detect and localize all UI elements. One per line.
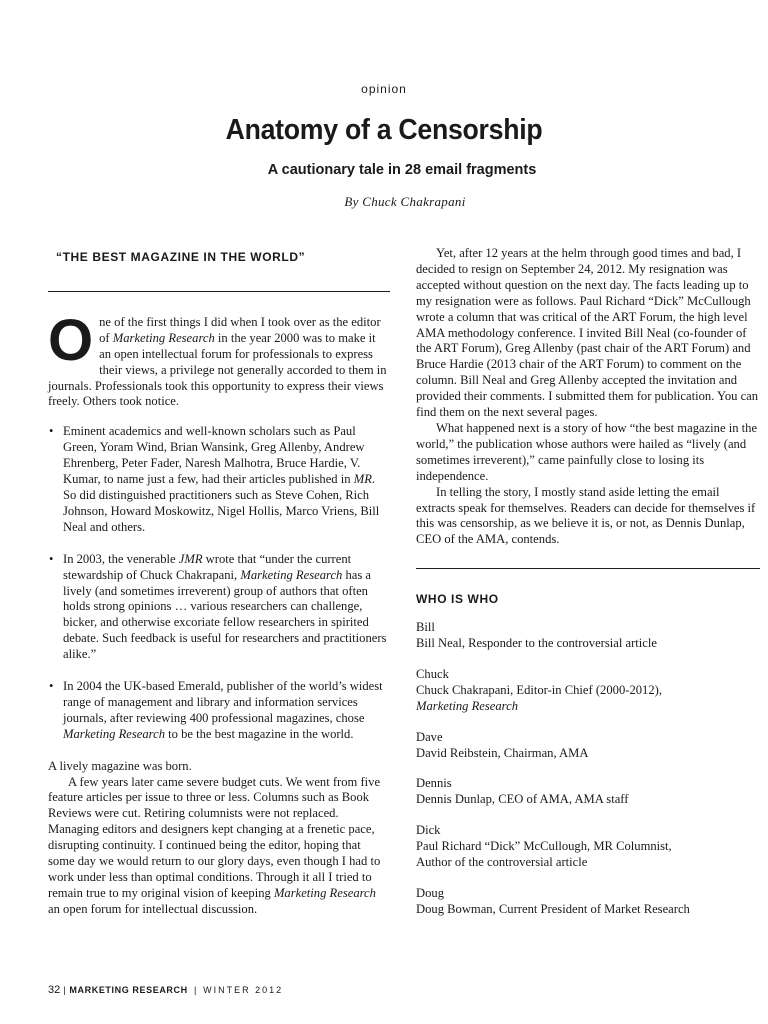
- footer-separator: |: [63, 985, 67, 995]
- bullet-text: In 2004 the UK-based Emerald, publisher of the world’s widest range of management and library and information services journals, after reviewing 400 professional magazines, chose: [63, 679, 383, 725]
- section-divider: [48, 291, 390, 292]
- who-entry-bill: [416, 620, 760, 652]
- who-role: Chuck Chakrapani, Editor-in Chief (2000-2012),: [416, 682, 662, 697]
- telling-story-paragraph: In telling the story, I mostly stand aside letting the email extracts speak for themselves. Readers can decide for themselves if this was censorship, as we believe it is, or not, as Dennis Dunlap, CEO of the AMA, contends.: [416, 484, 756, 547]
- bullet-icon: •: [49, 551, 54, 566]
- page-footer: [48, 984, 283, 996]
- who-role-italic: Marketing Research: [416, 698, 518, 713]
- who-name: Bill: [416, 620, 435, 635]
- section-kicker: opinion: [361, 82, 407, 96]
- paragraph-text: A few years later came severe budget cuts. We went from five feature articles per issue to three or less. Columns such as Book Reviews were cut. Retiring columnists were not replaced. Managing editors and designers kept changing at a frenetic pace, disrupting continuity. I continued being the editor, hoping that some day we would return to our glory days, even though I had to work under less than optimal conditions. Through it all I tried to remain true to my original vision of keeping: [48, 774, 381, 900]
- bullet-text: . So did distinguished practitioners such as Steve Cohen, Rich Johnson, Howard Moskowitz, Nigel Hollis, Marco Vriens, Bill Neal and others.: [63, 472, 380, 534]
- list-item: [48, 679, 390, 743]
- paragraph-text: an open forum for intellectual discussion.: [48, 901, 258, 916]
- who-entry-dave: [416, 730, 760, 762]
- resignation-paragraph: Yet, after 12 years at the helm through good times and bad, I decided to resign on September 24, 2012. My resignation was accepted without question on the next day. The facts leading up to my resignation were as follows. Paul Richard “Dick” McCullough wrote a column that was critical of the ART Forum, the high level AMA methodology conference. I invited Bill Neal (co-founder of the ART Forum), Greg Allenby (past chair of the ART Forum) and Bruce Hardie (2013 chair of the ART Forum) to comment on the column. Bill Neal and Greg Allenby accepted the invitation and provided their comments. I submitted them for publication. You can find them on the next several pages.: [416, 246, 759, 420]
- intro-paragraph: [48, 307, 390, 410]
- who-name: Dave: [416, 729, 443, 744]
- issue-season: WINTER 2012: [203, 985, 284, 995]
- list-item: [48, 552, 390, 663]
- who-entry-doug: [416, 886, 760, 918]
- achievement-list: [48, 424, 390, 742]
- bullet-text-italic: Marketing Research: [240, 567, 343, 582]
- who-name: Doug: [416, 886, 444, 900]
- bullet-text: has a lively (and sometimes irreverent) group of authors that often holds strong opinions … various researchers can challenge, bicker, and otherwise excoriate fellow researchers in spirited debate. Such feedback is useful for researchers and practitioners alike.”: [63, 567, 387, 662]
- article-title: Anatomy of a Censorship: [225, 114, 543, 146]
- section-divider: [416, 568, 760, 569]
- footer-separator: |: [193, 985, 197, 995]
- lively-line: A lively magazine was born.: [48, 758, 192, 773]
- intro-text-b: in the year 2000 was to make it an open intellectual forum for professionals to express their views, a privilege not generally accorded to them in journals. Professionals took this opportunity to express their views freely. Others took notice.: [48, 330, 387, 409]
- page-number: 32: [48, 984, 61, 996]
- who-role: Doug Bowman, Current President of Market Research: [416, 901, 690, 916]
- budget-paragraph: [48, 775, 390, 918]
- who-role: Paul Richard “Dick” McCullough, MR Columnist,: [416, 839, 672, 854]
- section-heading-who-is-who: WHO IS WHO: [416, 592, 499, 607]
- what-happened-paragraph: What happened next is a story of how “the best magazine in the world,” the publication whose authors were hailed as “lively (and sometimes irreverent),” came painfully close to losing its independence.: [416, 420, 758, 483]
- bullet-icon: •: [49, 679, 54, 694]
- bullet-text-italic: JMR: [178, 551, 203, 566]
- bullet-text-italic: Marketing Research: [63, 726, 165, 741]
- bullet-icon: •: [49, 424, 54, 439]
- right-column: [416, 246, 760, 918]
- intro-text-italic: Marketing Research: [112, 330, 215, 345]
- bullet-text: In 2003, the venerable: [63, 551, 179, 566]
- who-role: Bill Neal, Responder to the controversial article: [416, 636, 657, 651]
- who-role: Author of the controversial article: [416, 855, 588, 870]
- section-heading-best-magazine: “THE BEST MAGAZINE IN THE WORLD”: [56, 250, 306, 264]
- bullet-text: to be the best magazine in the world.: [165, 726, 354, 741]
- who-name: Dennis: [416, 776, 452, 791]
- who-entry-dick: [416, 823, 760, 871]
- magazine-name: MARKETING RESEARCH: [69, 985, 188, 995]
- who-entry-dennis: [416, 776, 760, 808]
- who-name: Dick: [416, 823, 441, 838]
- bullet-text: Eminent academics and well-known scholars such as Paul Green, Yoram Wind, Brian Wansink, Greg Allenby, Andrew Ehrenberg, Peter Fader, Naresh Malhotra, Bruce Hardie, V. Kumar, to name just a few, had their articles published in: [63, 424, 365, 487]
- intro-text-a: ne of the first things I did when I took over as the editor of: [99, 314, 381, 345]
- drop-cap: O: [48, 307, 94, 373]
- who-name: Chuck: [416, 666, 449, 681]
- bullet-text: wrote that “under the current stewardship of Chuck Chakrapani,: [63, 551, 352, 582]
- article-subtitle: A cautionary tale in 28 email fragments: [267, 162, 537, 178]
- list-item: [48, 424, 390, 535]
- who-entry-chuck: [416, 667, 760, 715]
- paragraph-text-italic: Marketing Research: [273, 885, 376, 900]
- bullet-text-italic: MR: [353, 472, 372, 487]
- left-column: [48, 250, 390, 918]
- who-role: Dennis Dunlap, CEO of AMA, AMA staff: [416, 792, 629, 807]
- article-byline: By Chuck Chakrapani: [344, 194, 466, 209]
- who-role: David Reibstein, Chairman, AMA: [416, 745, 589, 760]
